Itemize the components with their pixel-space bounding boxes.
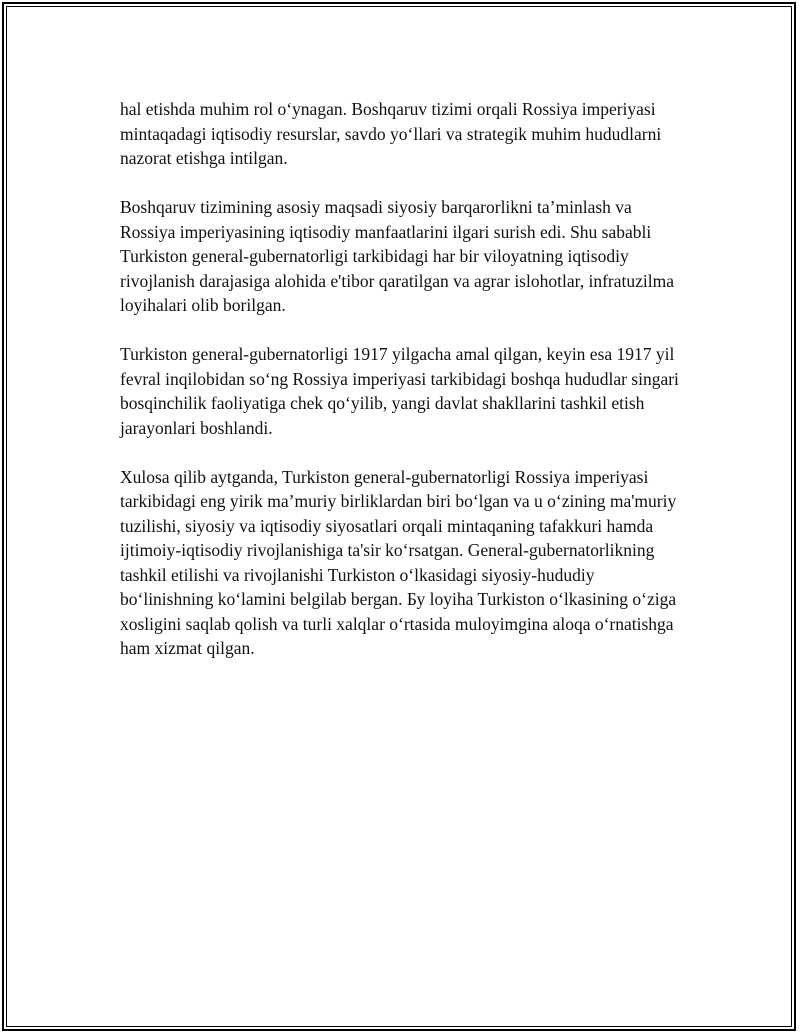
document-body — [120, 97, 690, 685]
paragraph-4: Xulosa qilib aytganda, Turkiston general-gubernatorligi Rossiya imperiyasi tarkibidagi eng yirik ma’muriy birliklardan biri bo‘lgan va u o‘zining ma'muriy tuzilishi, siyosiy va iqtisodiy siyosatlari orqali mintaqaning tafakkuri hamda ijtimoiy-iqtisodiy rivojlanishiga ta'sir ko‘rsatgan. General-gubernatorlikning tashkil etilishi va rivojlanishi Turkiston o‘lkasidagi siyosiy-hududiy bo‘linishning ko‘lamini belgilab bergan. Бу loyiha Turkiston o‘lkasining o‘ziga xosligini saqlab qolish va turli xalqlar o‘rtasida muloyimgina aloqa o‘rnatishga ham xizmat qilgan. — [120, 466, 677, 658]
paragraph-3: Turkiston general-gubernatorligi 1917 yilgacha amal qilgan, keyin esa 1917 yil fevral inqilobidan so‘ng Rossiya imperiyasi tarkibidagi boshqa hududlar singari bosqinchilik faoliyatiga chek qo‘yilib, yangi davlat shakllarini tashkil etish jarayonlari boshlandi. — [120, 344, 679, 438]
paragraph-1: hal etishda muhim rol o‘ynagan. Boshqaruv tizimi orqali Rossiya imperiyasi mintaqadagi iqtisodiy resurslar, savdo yo‘llari va strategik muhim hududlarni nazorat etishga intilgan. — [120, 99, 662, 168]
paragraph-2: Boshqaruv tizimining asosiy maqsadi siyosiy barqarorlikni ta’minlash va Rossiya imperiyasining iqtisodiy manfaatlarini ilgari surish edi. Shu sababli Turkiston general-gubernatorligi tarkibidagi har bir viloyatning iqtisodiy rivojlanish darajasiga alohida e'tibor qaratilgan va agrar islohotlar, infratuzilma loyihalari olib borilgan. — [120, 197, 674, 315]
page-border — [2, 2, 796, 1031]
